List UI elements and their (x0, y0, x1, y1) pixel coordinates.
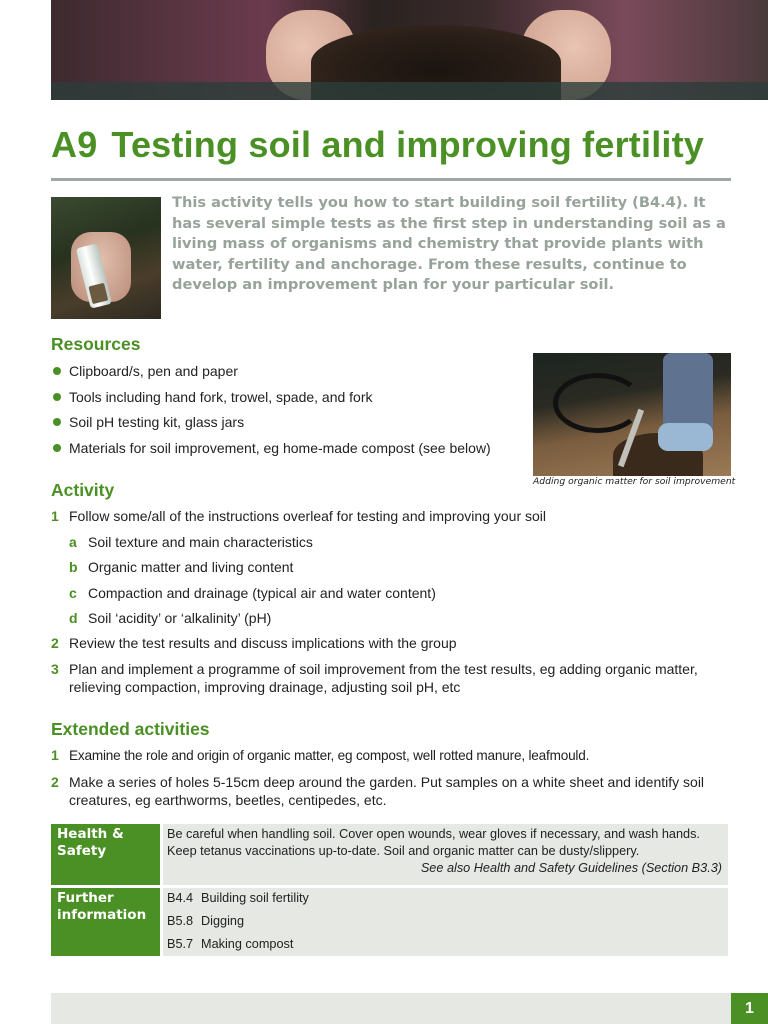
activity-title: Testing soil and improving fertility (111, 124, 705, 165)
ref-code: B5.7 (167, 937, 194, 951)
step-text: Examine the role and origin of organic matter, eg compost, well rotted manure, leafmould. (69, 748, 590, 763)
intro-photo-soil-jar (51, 197, 161, 319)
resources-list (51, 362, 491, 464)
substep-letter: c (69, 585, 77, 601)
substep-text: Compaction and drainage (typical air and water content) (88, 585, 436, 601)
activity-heading: Activity (51, 480, 115, 500)
step-number: 1 (51, 508, 59, 524)
ref-title: Building soil fertility (201, 891, 309, 905)
step-text: relieving compaction, improving drainage, adjusting soil pH, etc (69, 679, 461, 695)
activity-code: A9 (51, 124, 98, 165)
page-title (51, 124, 704, 166)
header-photo-hands-holding-soil (51, 0, 768, 100)
list-item (167, 890, 722, 913)
further-information-refs (167, 890, 722, 959)
ref-code: B5.8 (167, 914, 194, 928)
step-text: Follow some/all of the instructions overleaf for testing and improving your soil (69, 508, 546, 524)
list-item (167, 913, 722, 936)
substep-letter: d (69, 610, 78, 626)
step-text: Make a series of holes 5-15cm deep around the garden. Put samples on a white sheet and identify soil (69, 774, 705, 790)
list-item (167, 936, 722, 959)
substep-text: Organic matter and living content (88, 559, 294, 575)
substep-letter: b (69, 559, 78, 575)
bullet-icon (53, 367, 61, 375)
resources-heading: Resources (51, 334, 141, 354)
see-also-reference: See also Health and Safety Guidelines (Section B3.3) (420, 861, 722, 875)
health-safety-text: Be careful when handling soil. Cover open wounds, wear gloves if necessary, and wash hands. Keep tetanus vaccinations up-to-date. Soil and organic matter can be dusty/slippery. See also Health and Safety Guidelines (Section B3.3) (167, 827, 722, 875)
step-number: 1 (51, 747, 59, 763)
health-safety-box (51, 824, 728, 885)
further-information-label: Further information (51, 888, 160, 956)
list-item: Soil pH testing kit, glass jars (51, 413, 491, 439)
list-item: Tools including hand fork, trowel, spade, and fork (51, 388, 491, 414)
list-item: Materials for soil improvement, eg home-made compost (see below) (51, 439, 491, 465)
bullet-icon (53, 444, 61, 452)
substep-letter: a (69, 534, 77, 550)
step-text: Plan and implement a programme of soil improvement from the test results, eg adding organic matter, (69, 661, 698, 677)
ref-title: Making compost (201, 937, 294, 951)
step-text: Review the test results and discuss implications with the group (69, 635, 457, 651)
step-number: 3 (51, 661, 59, 677)
step-text: creatures, eg earthworms, beetles, centipedes, etc. (69, 792, 387, 808)
bullet-icon (53, 393, 61, 401)
side-photo-adding-organic-matter (533, 353, 731, 476)
list-item: Clipboard/s, pen and paper (51, 362, 491, 388)
further-information-box (51, 888, 728, 956)
bullet-icon (53, 418, 61, 426)
ref-title: Digging (201, 914, 245, 928)
page-number: 1 (731, 993, 768, 1024)
title-divider (51, 178, 731, 181)
footer-bar (51, 993, 731, 1024)
health-safety-label: Health & Safety (51, 824, 160, 885)
step-number: 2 (51, 635, 59, 651)
extended-activities-heading: Extended activities (51, 719, 210, 739)
ref-code: B4.4 (167, 891, 194, 905)
step-number: 2 (51, 774, 59, 790)
photo-caption: Adding organic matter for soil improvement (533, 476, 736, 487)
substep-text: Soil ‘acidity’ or ‘alkalinity’ (pH) (88, 610, 272, 626)
intro-text: This activity tells you how to start building soil fertility (B4.4). It has several simple tests as the first step in understanding soil as a living mass of organisms and chemistry that provide plants with water, fertility and anchorage. From these results, continue to develop an improvement plan for your particular soil. (172, 194, 726, 294)
substep-text: Soil texture and main characteristics (88, 534, 313, 550)
